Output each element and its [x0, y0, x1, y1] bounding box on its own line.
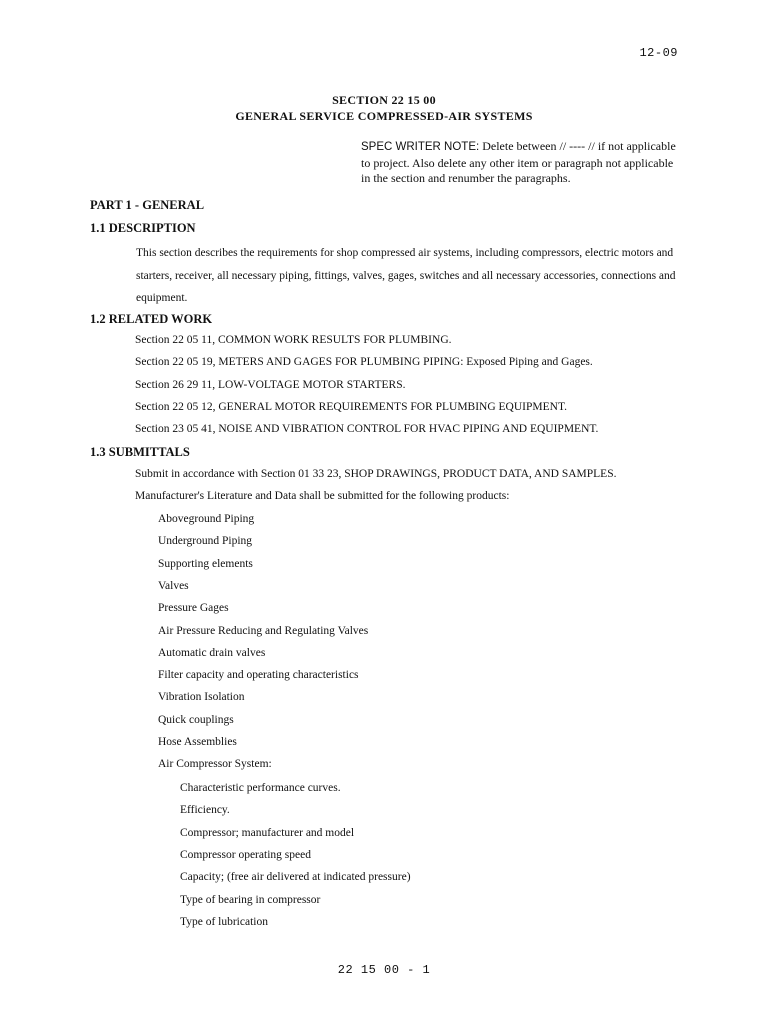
compressor-item-text: Efficiency.: [180, 804, 230, 817]
page-revision: 12-09: [639, 46, 678, 60]
page-footer: 22 15 00 - 1: [337, 963, 431, 977]
submittal-item-text: Manufacturer's Literature and Data shall be submitted for the following products:: [135, 490, 510, 503]
compressor-item-text: Characteristic performance curves.: [180, 782, 341, 794]
product-item-text: Air Compressor System:: [158, 758, 272, 771]
product-item-text: Automatic drain valves: [158, 646, 266, 659]
part-heading: PART 1 - GENERAL: [90, 198, 205, 212]
related-work-item-text: Section 26 29 11, LOW-VOLTAGE MOTOR STARTERS.: [135, 378, 406, 391]
product-item-text: Quick couplings: [158, 713, 234, 726]
product-item-text: Valves: [158, 579, 189, 592]
product-item-text: Hose Assemblies: [158, 736, 237, 748]
spec-note-label: SPEC WRITER NOTE:: [361, 141, 480, 153]
product-item-text: Vibration Isolation: [158, 691, 245, 704]
description-heading: 1.1 DESCRIPTION: [90, 221, 196, 235]
related-work-item-text: Section 22 05 19, METERS AND GAGES FOR PLUMBING PIPING: Exposed Piping and Gages.: [135, 356, 593, 369]
product-item-text: Supporting elements: [158, 557, 253, 570]
product-item-text: Filter capacity and operating characteristics: [158, 669, 359, 682]
compressor-item-text: Compressor; manufacturer and model: [180, 826, 355, 839]
product-item-text: Underground Piping: [158, 535, 253, 548]
product-item-text: Pressure Gages: [158, 602, 229, 615]
spec-note-text: Delete between // ---- // if not applicable to project. Also delete any other item or paragraph not applicable in the section and renumber the paragraphs.: [361, 139, 676, 185]
section-title: SECTION 22 15 00: [332, 93, 436, 107]
product-item-text: Aboveground Piping: [158, 513, 255, 525]
compressor-item-text: Type of lubrication: [180, 915, 268, 928]
compressor-item-text: Compressor operating speed: [180, 848, 311, 861]
section-subtitle: GENERAL SERVICE COMPRESSED-AIR SYSTEMS: [235, 109, 533, 123]
product-item-text: Air Pressure Reducing and Regulating Valves: [158, 624, 369, 637]
submittal-item-text: Submit in accordance with Section 01 33 23, SHOP DRAWINGS, PRODUCT DATA, AND SAMPLES.: [135, 468, 617, 480]
compressor-item-text: Capacity; (free air delivered at indicated pressure): [180, 871, 411, 884]
compressor-item-text: Type of bearing in compressor: [180, 893, 321, 906]
related-work-item-text: Section 22 05 11, COMMON WORK RESULTS FOR PLUMBING.: [135, 334, 452, 346]
related-work-item-text: Section 22 05 12, GENERAL MOTOR REQUIREMENTS FOR PLUMBING EQUIPMENT.: [135, 400, 567, 413]
spec-writer-note: [361, 139, 681, 187]
related-work-item-text: Section 23 05 41, NOISE AND VIBRATION CONTROL FOR HVAC PIPING AND EQUIPMENT.: [135, 423, 599, 436]
description-text: This section describes the requirements for shop compressed air systems, including compressors, electric motors and starters, receiver, all necessary piping, fittings, valves, gages, switches and all necessary accessories, connections and equipment.: [136, 247, 676, 304]
related-work-heading: 1.2 RELATED WORK: [90, 312, 213, 326]
submittals-heading: 1.3 SUBMITTALS: [90, 445, 190, 459]
